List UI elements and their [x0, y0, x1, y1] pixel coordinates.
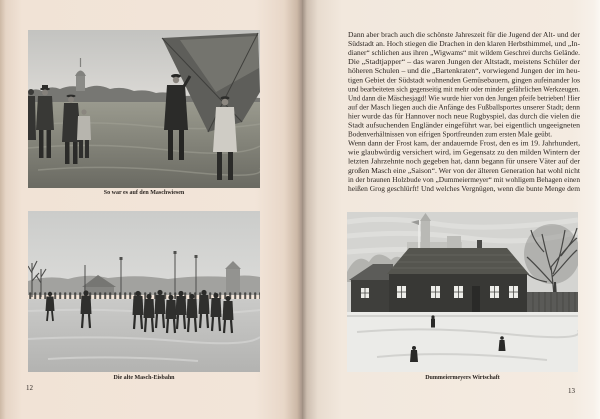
text-line: Südstadt an. Hoch stiegen die Drachen in den klaren Herbsthimmel, und „In- [348, 39, 581, 49]
fence [527, 292, 578, 312]
right-page [302, 0, 600, 419]
page-number: 12 [26, 384, 33, 392]
text-line: Stadt aufsuchenden Engländer eingeführt war, bei eigentlich ungeeigneten [348, 120, 581, 130]
page-number: 13 [568, 387, 575, 395]
photo-ice-rink [28, 211, 260, 372]
door [472, 286, 480, 312]
text-line: tigen Gebiet der Südstadt wohnenden Gemüsebauern, gingen aufeinander los [348, 75, 581, 85]
text-line: heißen Grog geschlürft! Und welches Vergnügen, wenn die bunte Menge dem [348, 183, 581, 193]
text-line: Wenn dann der Frost kam, der andauernde Frost, den es im 19. Jahrhundert, [348, 138, 581, 148]
tower-body [76, 75, 85, 91]
text-line: großen Masch eine „Saison“. Wer von der älteren Generation hat wohl nicht [348, 165, 580, 175]
text-line: dianer“ schlichen aus ihren „Wigwams“ mit wildem Geschrei durchs Gelände. [348, 48, 581, 58]
figure-caption: Die alte Masch-Eisbahn [113, 375, 175, 381]
annex-wall [351, 280, 393, 312]
text-line: Dann aber brach auch die schönste Jahreszeit für die Jugend der Alt- und der [348, 30, 581, 39]
text-line: in der braunen Holzbude von „Dummeiermeyer“ mit wohligem Behagen einen [348, 174, 581, 184]
figure-caption: Dummeiermeyers Wirtschaft [425, 375, 500, 381]
text-line: und bearbeiteten sich gegenseitig mit mehr oder minder gefährlichen Werkzeugen. [348, 84, 581, 94]
chimney [477, 240, 482, 249]
main-roof [387, 248, 529, 274]
body-text [348, 30, 582, 196]
text-line: letzten Jahrzehnte noch gegeben hat, dann begann für unsere Väter auf der [348, 156, 581, 166]
text-line: auf der Masch liegen auch die Anfänge des Fußballsportes unserer Stadt; denn [348, 102, 581, 112]
person [28, 89, 36, 140]
crowd [28, 290, 260, 300]
person [431, 315, 435, 327]
text-line: Und dann die Mäschesjagd! Wie wurde hier von den Jungen pfeife betrieben! Hier [348, 93, 581, 103]
text-line: Bodenverhältnissen von eifrigen Sportfreunden zum ersten Male geübt. [348, 129, 553, 139]
text-line: Die „Stadtjapper“ – das waren Jungen der Altstadt, meistens Schüler der [348, 57, 581, 67]
figure-caption: So war es auf den Maschwiesen [103, 190, 185, 196]
text-line: höheren Schulen – und die „Bartenkraten“, vorwiegend Jungen der im heu- [348, 66, 581, 76]
text-line: wie glaubwürdig versichert wird, im Gegensatz zu den milden Wintern der [348, 147, 581, 157]
snow-ground [347, 312, 578, 372]
painting-inn-in-snow [347, 212, 578, 372]
photo-kite-meadow [28, 30, 260, 188]
text-line: hier wurde das für Hannover noch neue Rugbyspiel, das durch die vielen die [348, 111, 580, 121]
